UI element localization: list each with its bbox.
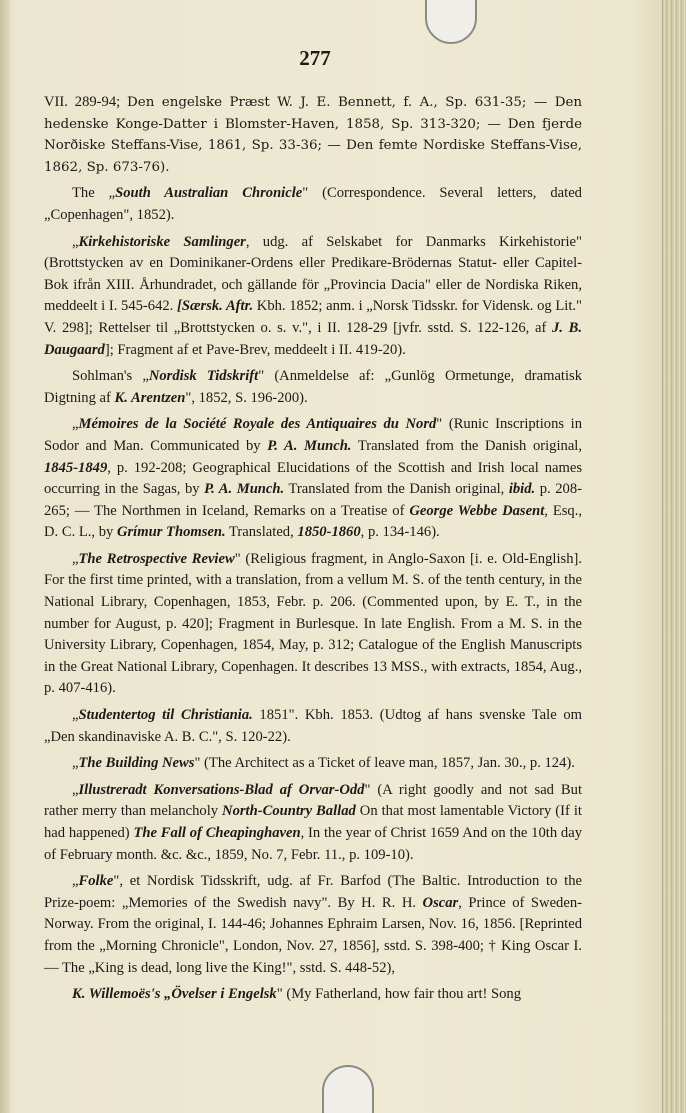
- text-segment: The „: [72, 185, 116, 202]
- text-segment: „: [72, 707, 79, 724]
- text-segment: , p. 192-208; Geographical Elucidations of the Scottish and Irish local names occurring in the Sagas, by: [44, 459, 582, 498]
- text-segment: Kbh. 1852; anm. i „Norsk Tidsskr. for Vidensk. og Lit." V. 298]; Rettelser til „Brottstycken o. s. v.", i II. 128-29 [jvfr. sstd. S. 122-126, af: [44, 298, 582, 336]
- text-segment: Oscar: [422, 894, 459, 911]
- entry-paragraph: [44, 366, 582, 409]
- text-segment: Translated from the Danish original,: [284, 481, 509, 498]
- text-segment: Grímur Thomsen.: [116, 524, 226, 541]
- text-segment: , In the year of Christ 1659 And on the 10th day of February month. &c. &c., 1859, No. 7, Febr. 11., p. 109-10).: [44, 825, 582, 863]
- page-clip-bottom: [322, 1065, 374, 1113]
- entry-paragraph: [44, 871, 582, 979]
- text-segment: , Esq., D. C. L., by: [44, 502, 583, 541]
- text-segment: Den engelske Præst W. J. E. Bennett, f. A., Sp. 631-35; — Den hedenske Konge-Datter i Blomster-Haven, 1858, Sp. 313-320; — Den fjerde Norðiske Steffans-Vise, 1861, Sp. 33-36; — Den femte Nordiske Steffans-Vise, 1862, Sp. 673-76).: [44, 95, 582, 175]
- text-segment: K. Arentzen: [114, 389, 186, 406]
- page-gutter-shadow: [0, 0, 10, 1113]
- text-segment: ", 1852, S. 196-200).: [185, 389, 308, 406]
- text-segment: George Webbe Dasent: [409, 502, 545, 519]
- text-segment: Studentertog til Christiania.: [78, 707, 253, 724]
- entry-paragraph: [44, 780, 582, 866]
- text-segment: Mémoires de la Société Royale des Antiquaires du Nord: [78, 416, 437, 433]
- text-segment: J. B. Daugaard: [44, 319, 582, 358]
- text-segment: Nordisk Tidskrift: [148, 368, 259, 385]
- page-body-text: [44, 92, 582, 1011]
- text-segment: " (The Architect as a Ticket of leave man, 1857, Jan. 30., p. 124).: [194, 755, 575, 772]
- entry-paragraph: [44, 753, 582, 775]
- text-segment: Translated,: [225, 524, 298, 541]
- text-segment: ibid.: [508, 481, 536, 498]
- text-segment: , p. 134-146).: [360, 524, 440, 541]
- text-segment: ", et Nordisk Tidsskrift, udg. af Fr. Barfod (The Baltic. Introduction to the Prize-poem: „Memories of the Swedish navy". By H. R. H.: [44, 873, 582, 911]
- entry-paragraph: [44, 92, 582, 178]
- text-segment: „: [72, 416, 79, 433]
- text-segment: P. A. Munch.: [267, 437, 352, 454]
- text-segment: On that most lamentable Victory (If it had happened): [44, 803, 582, 841]
- text-segment: „: [72, 781, 79, 798]
- text-segment: " (My Fatherland, how fair thou art! Song: [276, 986, 522, 1003]
- text-segment: 1851". Kbh. 1853. (Udtog af hans svenske Tale om „Den skandinaviske A. B. C.", S. 120-22).: [44, 707, 582, 745]
- text-segment: „: [72, 755, 79, 772]
- text-segment: " (Runic Inscriptions in Sodor and Man. Communicated by: [44, 416, 582, 454]
- page-number: 277: [299, 46, 331, 70]
- text-segment: " (Religious fragment, in Anglo-Saxon [i. e. Old-English]. For the first time printed, with a translation, from a vellum M. S. of the tenth century, in the National Library, Copenhagen, 1853, Febr. p. 206. (Commented upon, by E. T., in the number for August, p. 420]; Fragment in Burlesque. In late English. From a M. S. in the University Library, Copenhagen, 1854, May, p. 312; Catalogue of the English Manuscripts in the Great National Library, Copenhagen. It describes 13 MSS., with extracts, 1854, Aug., p. 407-416).: [44, 550, 582, 697]
- text-segment: ]; Fragment af et Pave-Brev, meddeelt i II. 419-20).: [104, 341, 406, 358]
- text-segment: Translated from the Danish original,: [351, 437, 582, 454]
- entry-paragraph: [44, 984, 582, 1006]
- text-segment: „: [72, 233, 79, 250]
- text-segment: The Retrospective Review: [78, 550, 235, 567]
- text-segment: " (Anmeldelse af: „Gunlög Ormetunge, dramatisk Digtning af: [44, 368, 583, 406]
- text-segment: [Særsk. Aftr.: [177, 298, 254, 315]
- entry-paragraph: [44, 414, 582, 544]
- text-segment: Sohlman's „: [72, 368, 149, 385]
- text-segment: 1850-1860: [297, 524, 361, 541]
- entry-paragraph: [44, 705, 582, 748]
- entry-paragraph: [44, 183, 582, 226]
- text-segment: Illustreradt Konversations-Blad af Orvar-Odd: [78, 781, 365, 798]
- text-segment: South Australian Chronicle: [115, 185, 303, 202]
- text-segment: , Prince of Sweden-Norway. From the original, I. 144-46; Johannes Ephraim Larsen, Nov. 16, 1856. [Reprinted from the „Morning Chronicle", London, Nov. 27, 1856], sstd. S. 398-400; † King Oscar I. — The „King is dead, long live the King!", sstd. S. 448-52),: [44, 894, 582, 976]
- text-segment: P. A. Munch.: [204, 481, 285, 498]
- text-segment: " (A right goodly and not sad But rather merry than melancholy: [44, 781, 582, 820]
- text-segment: Övelser i Engelsk: [171, 986, 277, 1003]
- text-segment: p. 208-265; — The Northmen in Iceland, Remarks on a Treatise of: [44, 481, 582, 519]
- text-segment: VII. 289-94;: [44, 94, 128, 110]
- text-segment: " (Correspondence. Several letters, dated „Copenhagen", 1852).: [44, 185, 582, 223]
- entry-paragraph: [44, 232, 582, 362]
- text-segment: „: [72, 873, 79, 890]
- text-segment: „: [72, 550, 79, 567]
- page-edge-stack: [662, 0, 686, 1113]
- text-segment: 1845-1849: [44, 459, 108, 476]
- page-clip-top: [425, 0, 477, 44]
- text-segment: The Fall of Cheapinghaven: [133, 825, 301, 841]
- text-segment: The Building News: [78, 755, 195, 772]
- text-segment: North-Country Ballad: [222, 803, 356, 820]
- entry-paragraph: [44, 549, 582, 700]
- text-segment: Kirkehistoriske Samlinger: [78, 233, 246, 250]
- text-segment: Folke: [78, 873, 114, 890]
- text-segment: , udg. af Selskabet for Danmarks Kirkehistorie" (Brottstycken av en Dominikaner-Ordens eller Predikare-Brödernas Statut- eller Capitel-Bok ifrån XIII. Århundradet, och gällande för „Provincia Dacia" eller de Nordiska Riken, meddeelt i I. 545-642.: [44, 233, 582, 315]
- text-segment: K. Willemoës's „: [72, 986, 172, 1003]
